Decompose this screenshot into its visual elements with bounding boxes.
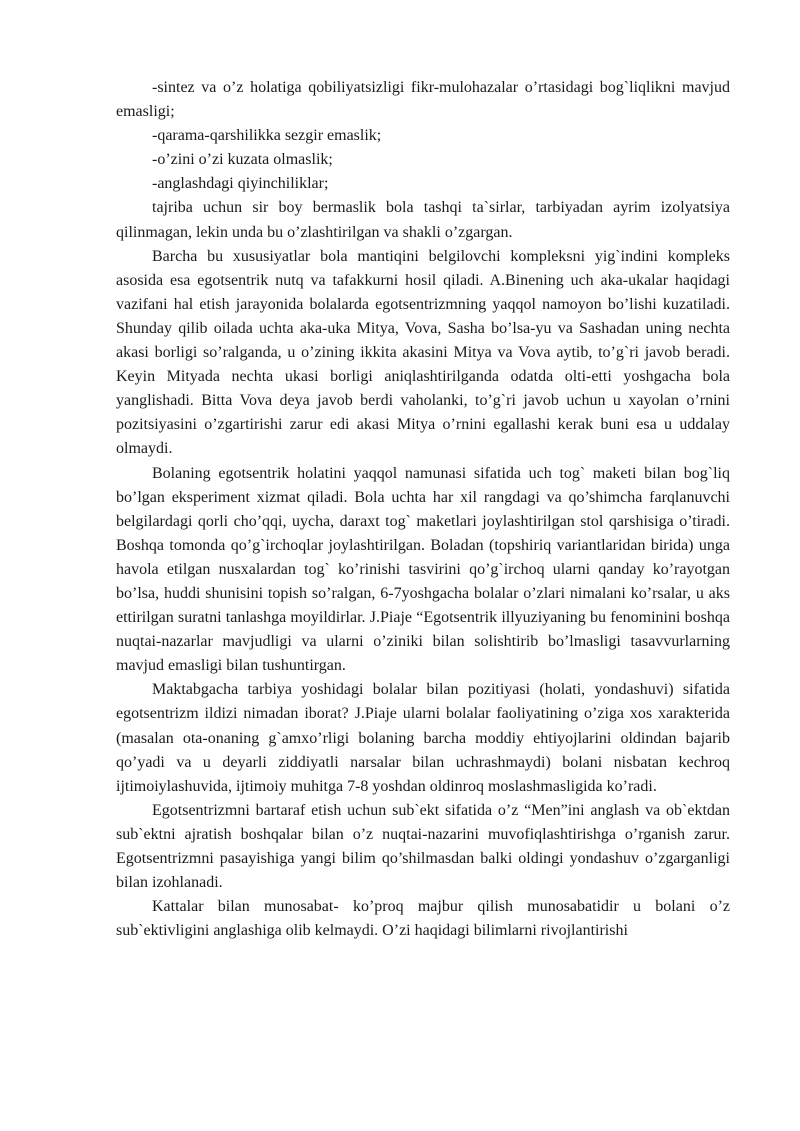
- paragraph-5: tajriba uchun sir boy bermaslik bola tashqi ta`sirlar, tarbiyadan ayrim izolyatsiya qilinmagan, lekin unda bu o’zlashtirilgan va shakli o’zgargan.: [116, 199, 730, 241]
- paragraph-6: Barcha bu xususiyatlar bola mantiqini belgilovchi kompleksni yig`indini kompleks asosida esa egotsentrik nutq va tafakkurni hosil qiladi. A.Binening uch aka-ukalar haqidagi vazifani hal etish jarayonida bolalarda egotsentrizmning yaqqol namoyon bo’lishi kuzatiladi. Shunday qilib oilada uchta aka-uka Mitya, Vova, Sasha bo’lsa-yu va Sashadan uning nechta akasi borligi so’ralganda, u o’zining ikkita akasini Mitya va Vova aytib, to’g`ri javob beradi. Keyin Mityada nechta ukasi borligi aniqlashtirilganda odatda olti-etti yoshgacha bola yanglishadi. Bitta Vova deya javob berdi vaholanki, to’g`ri javob uchun u xayolan o’rnini pozitsiyasini o’zgartirishi zarur edi akasi Mitya o’rnini egallashi kerak buni esa u uddalay olmaydi.: [116, 247, 730, 458]
- body-text: [116, 76, 730, 943]
- paragraph-9: Egotsentrizmni bartaraf etish uchun sub`ekt sifatida o’z “Men”ini anglash va ob`ektdan sub`ektni ajratish boshqalar bilan o’z nuqtai-nazarini muvofiqlashtirishga o’rganish zarur. Egotsentrizmni pasayishiga yangi bilim qo’shilmasdan balki oldingi yondashuv o’zgarganligi bilan izohlanadi.: [116, 801, 730, 892]
- paragraph-4: -anglashdagi qiyinchiliklar;: [152, 175, 329, 193]
- paragraph-7: Bolaning egotsentrik holatini yaqqol namunasi sifatida uch tog` maketi bilan bog`liq bo’lgan eksperiment xizmat qiladi. Bola uchta har xil rangdagi va qo’shimcha farqlanuvchi belgilardagi qorli cho’qqi, uycha, daraxt tog` maketlari joylashtirilgan stol qarshisiga o’tiradi. Boshqa tomonda qo’g`irchoqlar joylashtirilgan. Boladan (topshiriq variantlaridan birida) unga havola etilgan nusxalardan tog` ko’rinishi tasvirini qo’g`irchoq ularni qanday ko’rayotgan bo’lsa, huddi shunisini topish so’ralgan, 6-7yoshgacha bolalar o’zlari nimalani ko’rsalar, u aks ettirilgan suratni tanlashga moyildirlar. J.Piaje “Egotsentrik illyuziyaning bu fenominini boshqa nuqtai-nazarlar mavjudligi va ularni o’ziniki bilan solishtirib bo’lmasligi tasavvurlarning mavjud emasligi bilan tushuntirgan.: [116, 464, 730, 675]
- paragraph-2: -qarama-qarshilikka sezgir emaslik;: [152, 127, 382, 145]
- paragraph-1: -sintez va o’z holatiga qobiliyatsizligi fikr-mulohazalar o’rtasidagi bog`liqlikni mavjud emasligi;: [116, 79, 730, 121]
- paragraph-8: Maktabgacha tarbiya yoshidagi bolalar bilan pozitiyasi (holati, yondashuvi) sifatida egotsentrizm ildizi nimadan iborat? J.Piaje ularni bolalar faoliyatining o’ziga xos xarakterida (masalan ota-onaning g`amxo’rligi bolaning barcha moddiy ehtiyojlarini oldindan bajarib qo’yadi va u deyarli ziddiyatli narsalar bilan uchrashmaydi) bolani nisbatan kechroq ijtimoiylashuvida, ijtimoiy muhitga 7-8 yoshdan oldinroq moslashmasligida ko’radi.: [116, 681, 730, 795]
- paragraph-10: Kattalar bilan munosabat- ko’proq majbur qilish munosabatidir u bolani o’z sub`ektivligini anglashiga olib kelmaydi. O’zi haqidagi bilimlarni rivojlantirishi: [116, 898, 730, 940]
- paragraph-3: -o’zini o’zi kuzata olmaslik;: [152, 151, 333, 169]
